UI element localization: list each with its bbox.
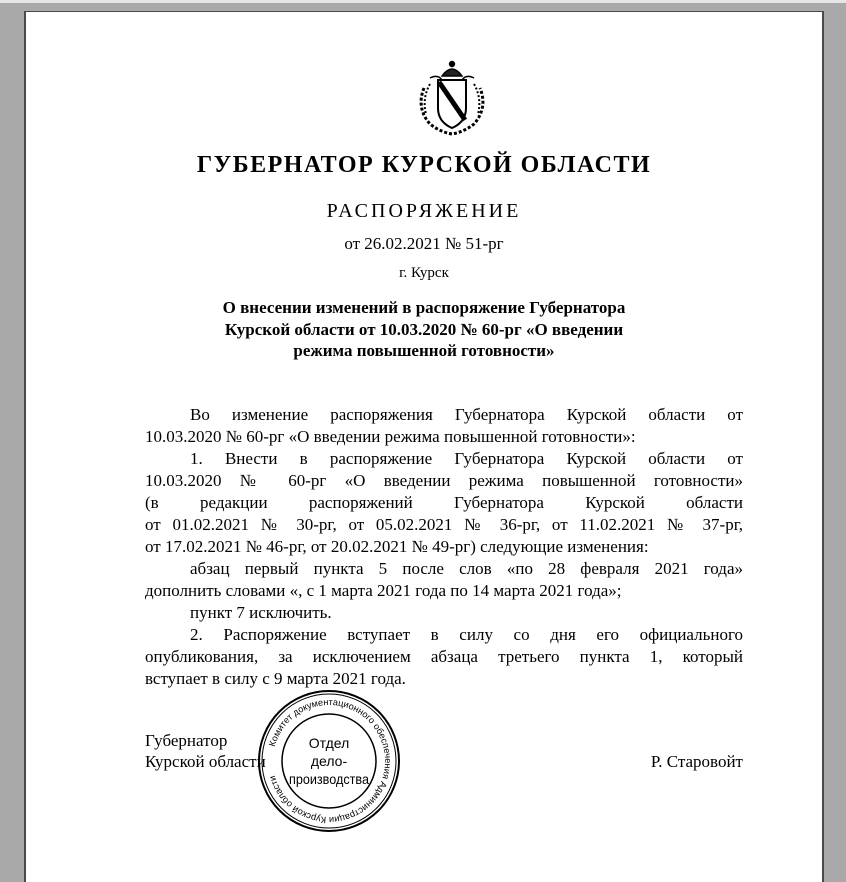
body-line: опубликования, за исключением абзаца третьего пункта 1, который (145, 647, 743, 666)
heading-line: режима повышенной готовности» (293, 341, 555, 360)
coat-of-arms-emblem (410, 58, 494, 140)
stamp-center-line: производства (289, 771, 370, 787)
body-line: вступает в силу с 9 марта 2021 года. (145, 669, 406, 688)
stamp-center-line: Отдел (308, 735, 350, 751)
body-line: от 17.02.2021 № 46-рг, от 20.02.2021 № 49-рг) следующие изменения: (145, 537, 649, 556)
body-line: 1. Внести в распоряжение Губернатора Курской области от (190, 449, 743, 468)
body-line: пункт 7 исключить. (190, 603, 332, 622)
signatory-name: Р. Старовойт (650, 752, 743, 771)
stamp-center-line: дело- (310, 753, 348, 769)
issuer-title: ГУБЕРНАТОР КУРСКОЙ ОБЛАСТИ (196, 152, 652, 178)
body-line: от 01.02.2021 № 30-рг, от 05.02.2021 № 36-рг, от 11.02.2021 № 37-рг, (145, 515, 743, 534)
document-heading (26, 297, 822, 362)
document-city: г. Курск (399, 265, 449, 281)
body-line: абзац первый пункта 5 после слов «по 28 февраля 2021 года» (190, 559, 743, 578)
document-date-number: от 26.02.2021 № 51-рг (344, 234, 504, 253)
signature-position (145, 730, 266, 772)
document-page (24, 11, 824, 882)
stamp-ring-text: Комитет документационного обеспечения Администрации Курской области (267, 696, 394, 826)
signature-position-line: Курской области (145, 752, 266, 771)
body-line: 2. Распоряжение вступает в силу со дня его официального (190, 625, 743, 644)
heading-line: О внесении изменений в распоряжение Губернатора (222, 298, 626, 317)
heading-line: Курской области от 10.03.2020 № 60-рг «О введении (224, 319, 624, 339)
document-type: РАСПОРЯЖЕНИЕ (326, 200, 522, 222)
signature-position-line: Губернатор (145, 731, 228, 750)
body-line: 10.03.2020 № 60-рг «О введении режима повышенной готовности» (145, 471, 743, 490)
viewer-top-strip (0, 0, 846, 3)
body-line: 10.03.2020 № 60-рг «О введении режима повышенной готовности»: (145, 427, 636, 446)
official-stamp (256, 688, 402, 834)
body-line: дополнить словами «, с 1 марта 2021 года по 14 марта 2021 года»; (145, 581, 622, 600)
body-line: (в редакции распоряжений Губернатора Курской области (145, 493, 743, 512)
body-line: Во изменение распоряжения Губернатора Курской области от (190, 405, 743, 424)
